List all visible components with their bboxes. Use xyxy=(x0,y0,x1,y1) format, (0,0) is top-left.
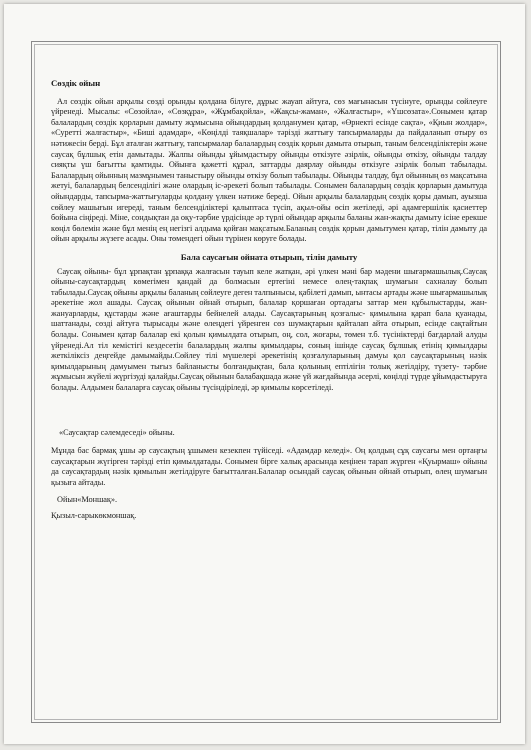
beads-colors: Қызыл-сарыкөкмоншақ. xyxy=(51,511,137,521)
game-title-fingers-greet: «Саусақтар сәлемдеседі» ойыны. xyxy=(59,427,175,437)
paragraph-finger-play: Саусақ ойыны- бұл ұрпақтан ұрпаққа жалғасын тауып келе жатқан, әрі үлкен мәні бар мәдени шығармашылық.Саусақ ойыны-саусақтардың көмегімен қандай да болмасын ертегіні немесе өлең-тақпақ шумағын сахналау болып табылады.Саусақ ойыны арқылы баланың сөйлеуге деген талпынысы, қабілеті дамып, ынтасы артады және шығармашылық әрекетіне жол ашады. Саусақ ойынын ойнай отырып, балалар қоршаған ортадағы заттар мен құбылыстарды, жан-жануарларды, құстарды және ағаштарды бейнелей алады. Саусақтарының қозғалыс- қимылына қарап бала қуанады, шаттанады, сөзді айтуға тырысады және өлеңдегі үйренген сөз шумақтарын қайталап айта отырып, есінде сақтайтын болады. Сонымен қатар балалар екі қолын қимылдата отырып, оң, сол, жоғары, төмен т.б. түсініктерді бағдарлай алуды үйренеді.Ал тіл кемістігі кездесетін балалардың жалпы қимылдары, соның ішінде саусақ бұлшық етінің қимылдары жеткіліксіз деңгейде дамымайды.Сөйлеу тілі мүшелері әрекетінің қозғалуларының дамуы қол саусақтарының нәзік қимылдарының дамуымен тығыз байланысты болғандықтан, бала қолының ептілігін толық жетілдіру, түзету- тәрбие жұмысын жүйелі жүргізуді қалайды.Саусақ ойынын балабақшада және үй жағдайында әсерлі, көңілді түрде ұйымдастыруға болады. Алдымен балаларға саусақ ойыны түсіндіріледі, әр қимылы көрсетіледі. xyxy=(51,266,487,393)
paragraph-word-game: Ал сөздік ойын арқылы сөзді орынды қолдана білуге, дұрыс жауап айтуға, сөз мағынасын түсінуге, орынды сөйлеуге үйренеді. Мысалы: «Сөзойла», «Сөзқұра», «Жұмбақойла», «Жақсы-жаман», «Жалғастыр», «Үшсөзата».Сонымен қатар балалардың сөздік қорларын дамыту жұмысына ойындардың қолданумен қатар, «Өрнекті есінде сақта», «Қиын жолдар», «Суретті жалғастыр», «Биші адамдар», «Көңілді таяқшалар» тәрізді жаттығу тапсырмаларды да пайдаланып отыру өз нәтижесін берді. Бұл аталған жаттығу, тапсырмалар балалардың сөздік қорын дамыта отырып, таным белсенділіктерін және саусақ бұлшық етін дамытады. Жалпы ойынды ұйымдастыру ойынды өткізуге әзірлік, ойынды өткізу, ойынды талдау сияқты үш бағытты қамтиды. Ойынға қажетті құрал, заттарды даярлау ойынды өткізуге әзірлік болып табылады. Балалардың ойынның мазмұнымен таныстыру ойынды өткізу болып табылады. Ойынды талдау, бұл ойынның өз мақсатына жетуі, балалардың белсенділігі және олардың іс-әрекеті болып табылады. Сонымен балалардың сөздік қорларын дамытуда ойындарды, тапсырма-жаттығуларды қолдану үлкен нәтиже береді. Ойын арқылы балалардың сөздік қоры дамып, ауызша сөйлеу машығын игереді, таным белсенділіктері қалыптаса түсіп, ақыл-ойы өсіп жетіледі, әрі адамгершілік қасиеттер бойына сіңіреді. Міне, сондықтан да оқу-тәрбие үрдісінде әр түрлі ойындар арқылы баланы жан-жақты дамыту ісіне ерекше көңіл бөлемін және бұл менің ең негізгі алдыма қойған мақсатым.Баланың сөздік қорын дамытумен қатар, тілін дамыту да ойын арқылы жүзеге асады. Оны төмендегі ойын түрінен көруге болады. xyxy=(51,96,487,244)
section-heading-finger-play: Бала саусағын ойната отырып, тілін дамыту xyxy=(180,251,358,262)
section-heading-word-game: Сөздік ойын xyxy=(51,78,101,88)
paragraph-game-description: Мұнда бас бармақ ұшы әр саусақтың ұшымен кезекпен түйіседі. «Адамдар келеді». Оң қолдың сұқ саусағы мен ортаңғы саусақтарын жүгірген тәрізді етіп қимылдатады. Сонымен бірге халық арасында кеңінен тарап жүрген «Қуырмаш» ойыны да саусақтардың нәзік қимылын жетілдіруге бағытталған.Балалар осындай саусақ ойынын ойнай отырып, өлең шумағын қызыға айтады. xyxy=(51,446,487,487)
game-title-beads: Ойын«Моншақ». xyxy=(57,494,118,504)
scanned-page xyxy=(4,4,525,744)
document-body xyxy=(51,57,487,528)
